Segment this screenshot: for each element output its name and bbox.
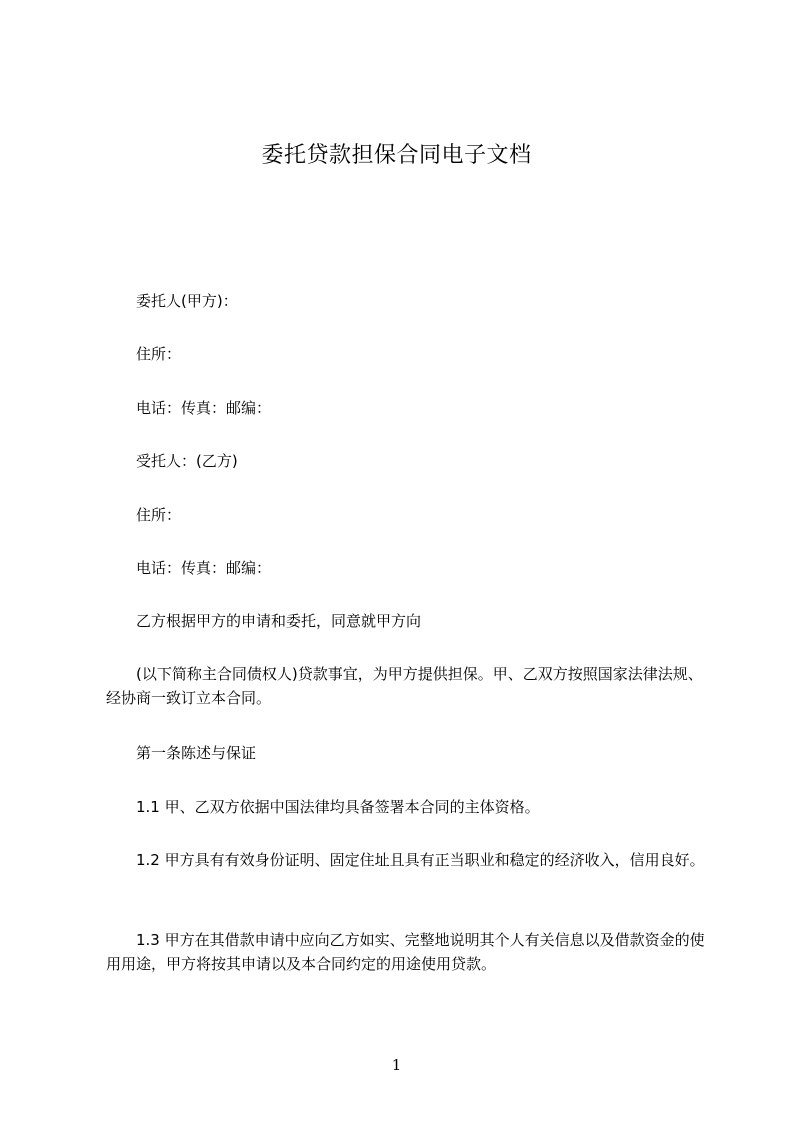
paragraph-client-address: 住所： <box>136 345 182 363</box>
paragraph-intro: 乙方根据甲方的申请和委托，同意就甲方向 <box>136 612 422 630</box>
paragraph-trustee: 受托人：(乙方) <box>136 452 238 470</box>
clause-1-1: 1.1 甲、乙双方依据中国法律均具备签署本合同的主体资格。 <box>136 798 540 816</box>
page-number: 1 <box>391 1056 402 1074</box>
paragraph-client: 委托人(甲方)： <box>136 292 238 310</box>
section-heading-article-1: 第一条陈述与保证 <box>136 744 257 762</box>
paragraph-client-contact: 电话：传真：邮编： <box>136 399 272 417</box>
paragraph-intro-continued: (以下简称主合同债权人)贷款事宜，为甲方提供担保。甲、乙双方按照国家法律法规、经协商一致订立本合同。 <box>106 665 703 707</box>
clause-1-3: 1.3 甲方在其借款申请中应向乙方如实、完整地说明其个人有关信息以及借款资金的使用用途，甲方将按其申请以及本合同约定的用途使用贷款。 <box>106 931 705 973</box>
clause-1-2: 1.2 甲方具有有效身份证明、固定住址且具有正当职业和稳定的经济收入，信用良好。 <box>136 851 705 869</box>
document-title: 委托贷款担保合同电子文档 <box>261 143 532 168</box>
paragraph-trustee-address: 住所： <box>136 506 182 524</box>
paragraph-trustee-contact: 电话：传真：邮编： <box>136 559 272 577</box>
